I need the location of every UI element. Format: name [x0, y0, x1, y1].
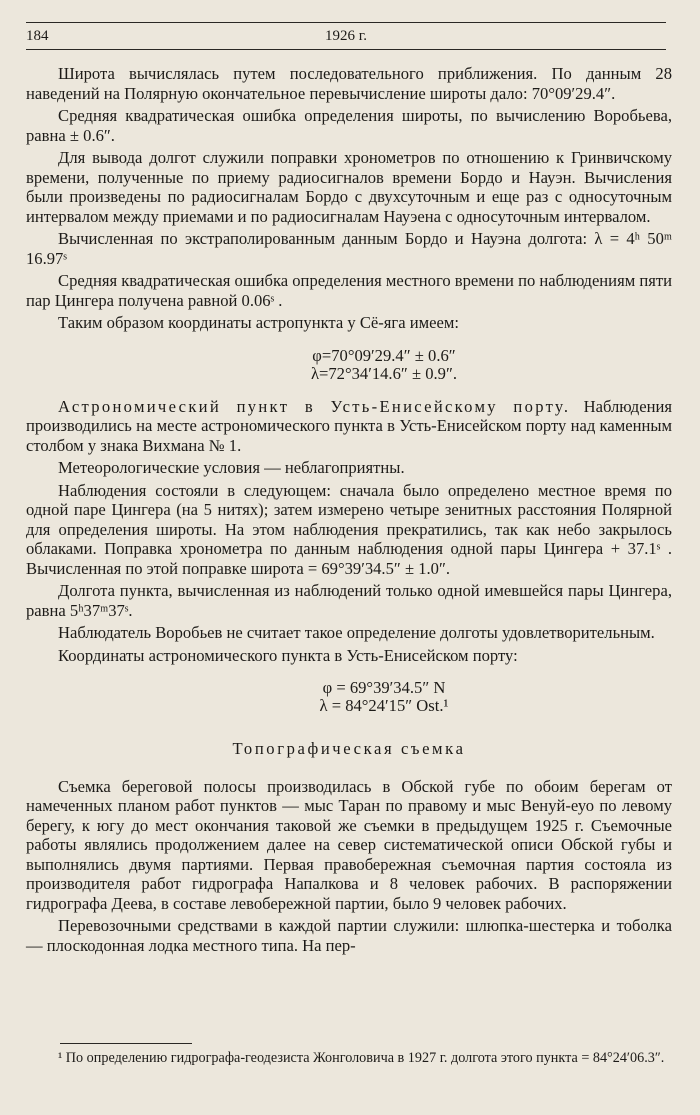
- paragraph: Средняя квадратическая ошибка определения местного времени по наблюдениям пяти пар Цингера получена равной 0.06ˢ .: [26, 271, 672, 310]
- paragraph: Наблюдатель Воробьев не считает такое определение долготы удовлетворительным.: [58, 623, 655, 642]
- paragraph: Метеорологические условия — неблагоприятны.: [58, 458, 405, 477]
- page-body: [26, 64, 672, 958]
- section-title: Топографическая съемка: [232, 739, 466, 758]
- latitude-line: φ = 69°39′34.5″ N: [322, 678, 446, 697]
- coordinates-formula-2: [26, 679, 672, 715]
- paragraph: Таким образом координаты астропункта у Сё-яга имеем:: [58, 313, 459, 332]
- paragraph: Средняя квадратическая ошибка определения широты, по вычислению Воробьева, равна ± 0.6″.: [26, 106, 672, 145]
- paragraph: [26, 397, 672, 456]
- page-number: 184: [26, 28, 49, 44]
- running-head-year: 1926 г.: [325, 28, 367, 44]
- paragraph: Наблюдения состояли в следующем: сначала было определено местное время по одной паре Цингера (на 5 нитях); затем измерено четыре зенитных расстояния Полярной для определения широты. На этом наблюдения прекратились, так как небо закрылось облаками. Поправка хронометра по данным наблюдения одной пары Цингера + 37.1ˢ . Вычисленная по этой поправке широта = 69°39′34.5″ ± 1.0″.: [26, 480, 672, 578]
- footnote-divider: [60, 1043, 192, 1044]
- paragraph-text: Наблюдения производились на месте астрономического пункта в Усть-Енисейском порту над каменным столбом у знака Вихмана № 1.: [26, 396, 673, 455]
- coordinates-formula-1: [26, 347, 672, 383]
- longitude-line: λ = 84°24′15″ Ost.¹: [319, 696, 449, 715]
- paragraph: Перевозочными средствами в каждой партии служили: шлюпка-шестерка и тоболка — плоскодонная лодка местного типа. На пер-: [26, 916, 672, 955]
- latitude-line: φ=70°09′29.4″ ± 0.6″: [312, 345, 456, 365]
- footnote: ¹ По определению гидрографа-геодезиста Жонголовича в 1927 г. долгота этого пункта = 84°24′06.3″.: [58, 1050, 665, 1066]
- page-header: [26, 22, 666, 50]
- longitude-line: λ=72°34′14.6″ ± 0.9″.: [310, 363, 457, 383]
- paragraph: Для вывода долгот служили поправки хронометров по отношению к Гринвичскому времени, полученные по приему радиосигналов времени Бордо и Науэн. Вычисления были произведены по радиосигналам Бордо с двухсуточным и еще раз с односуточным интервалом между приемами и по радиосигналам Науэена с односуточным интервалом.: [26, 148, 672, 226]
- paragraph: Координаты астрономического пункта в Усть-Енисейском порту:: [58, 645, 518, 665]
- inline-heading: Астрономический пункт в Усть-Енисейскому порту.: [58, 396, 571, 416]
- paragraph: Вычисленная по экстраполированным данным Бордо и Науэна долгота: λ = 4ʰ 50ᵐ 16.97ˢ: [26, 229, 672, 268]
- paragraph: Долгота пункта, вычисленная из наблюдений только одной имевшейся пары Цингера, равна 5ʰ37ᵐ37ˢ.: [26, 581, 672, 620]
- paragraph: Широта вычислялась путем последовательного приближения. По данным 28 наведений на Полярную окончательное перевычисление широты дало: 70°09′29.4″.: [26, 64, 672, 103]
- paragraph: Съемка береговой полосы производилась в Обской губе по обоим берегам от намеченных планом работ пунктов — мыс Таран по правому и мыс Венуй-еуо по левому берегу, к югу до мест окончания таковой же съемки в предыдущем 1925 г. Съемочные работы являлись продолжением далее на север систематической описи Обской губы и выполнялись двумя партиями. Первая правобережная съемочная партия состояла из производителя работ гидрографа Напалкова и 8 человек рабочих. В распоряжении гидрографа Деева, в составе левобережной партии, было 9 человек рабочих.: [26, 776, 672, 913]
